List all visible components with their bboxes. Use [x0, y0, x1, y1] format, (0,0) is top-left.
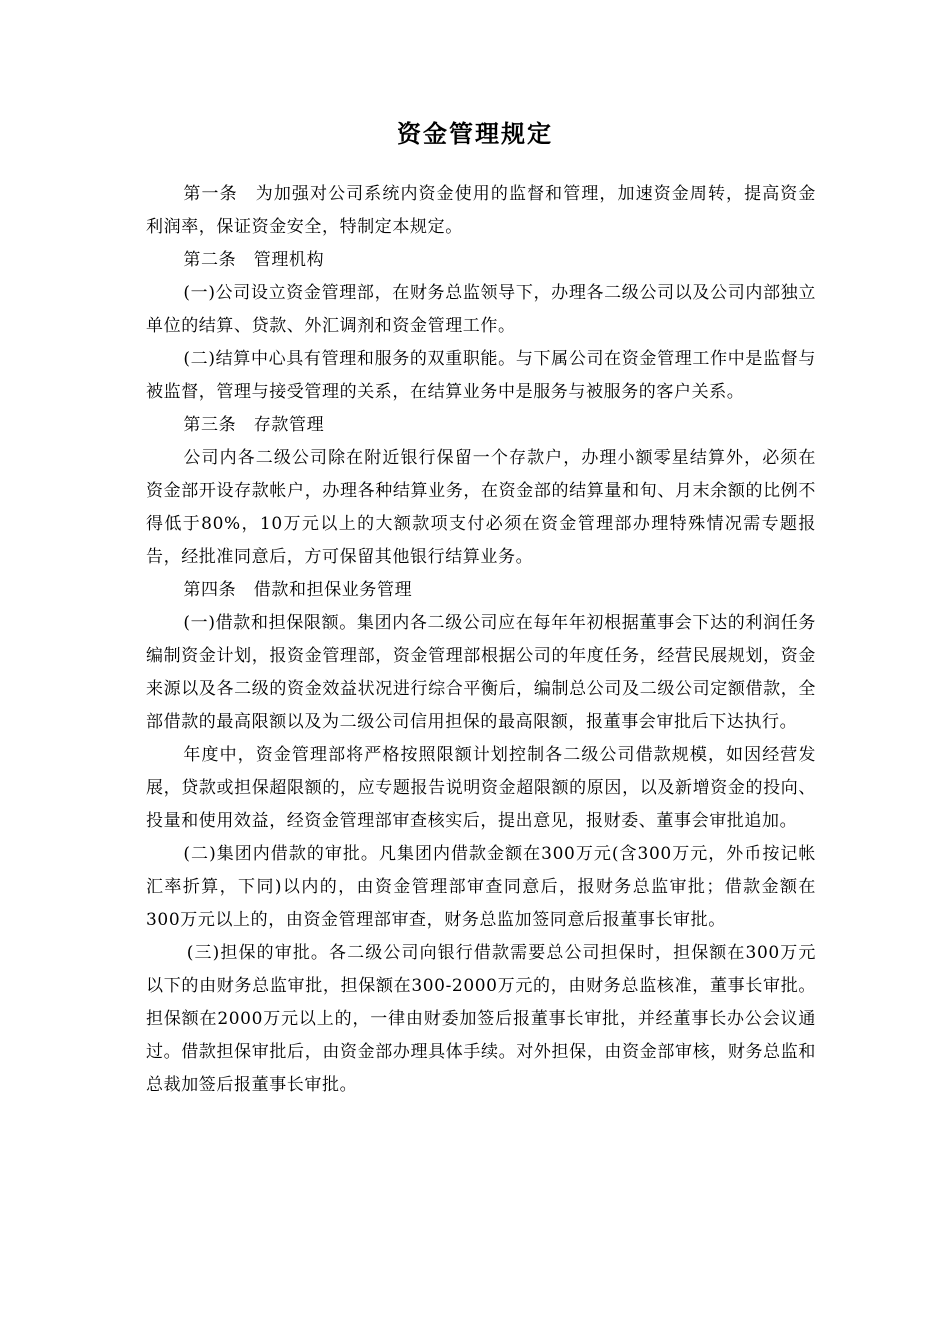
article-4-item-1: (一)借款和担保限额。集团内各二级公司应在每年年初根据董事会下达的利润任务编制资金计划，报资金管理部，资金管理部根据公司的年度任务，经营民展规划，资金来源以及各二级的资金效益状况进行综合平衡后，编制总公司及二级公司定额借款，全部借款的最高限额以及为二级公司信用担保的最高限额，报董事会审批后下达执行。 — [146, 613, 816, 732]
article-4-item-3: (三)担保的审批。各二级公司向银行借款需要总公司担保时，担保额在300万元以下的由财务总监审批，担保额在300-2000万元的，由财务总监核准，董事长审批。担保额在2000万元以上的，一律由财委加签后报董事长审批，并经董事长办公会议通过。借款担保审批后，由资金部办理具体手续。对外担保，由资金部审核，财务总监和总裁加签后报董事长审批。 — [146, 943, 816, 1095]
article-4-heading: 第四条 借款和担保业务管理 — [183, 580, 413, 600]
article-4-item-1-continued: 年度中，资金管理部将严格按照限额计划控制各二级公司借款规模，如因经营发展，贷款或担保超限额的，应专题报告说明资金超限额的原因，以及新增资金的投向、投量和使用效益，经资金管理部审查核实后，提出意见，报财委、董事会审批追加。 — [146, 745, 816, 831]
article-3-paragraph: 公司内各二级公司除在附近银行保留一个存款户，办理小额零星结算外，必须在资金部开设存款帐户，办理各种结算业务，在资金部的结算量和旬、月末余额的比例不得低于80%，10万元以上的大额款项支付必须在资金管理部办理特殊情况需专题报告，经批准同意后，方可保留其他银行结算业务。 — [146, 448, 816, 567]
article-4-item-2: (二)集团内借款的审批。凡集团内借款金额在300万元(含300万元，外币按记帐汇率折算，下同)以内的，由资金管理部审查同意后，报财务总监审批；借款金额在300万元以上的，由资金管理部审查，财务总监加签同意后报董事长审批。 — [146, 844, 816, 930]
article-2-item-1: (一)公司设立资金管理部，在财务总监领导下，办理各二级公司以及公司内部独立单位的结算、贷款、外汇调剂和资金管理工作。 — [146, 283, 816, 336]
article-3-heading: 第三条 存款管理 — [183, 415, 325, 435]
document-body — [146, 178, 816, 1102]
article-1-paragraph: 第一条 为加强对公司系统内资金使用的监督和管理，加速资金周转，提高资金利润率，保证资金安全，特制定本规定。 — [146, 184, 816, 237]
document-title: 资金管理规定 — [397, 119, 553, 148]
article-2-item-2: (二)结算中心具有管理和服务的双重职能。与下属公司在资金管理工作中是监督与被监督，管理与接受管理的关系，在结算业务中是服务与被服务的客户关系。 — [146, 349, 816, 402]
article-2-heading: 第二条 管理机构 — [183, 250, 325, 270]
